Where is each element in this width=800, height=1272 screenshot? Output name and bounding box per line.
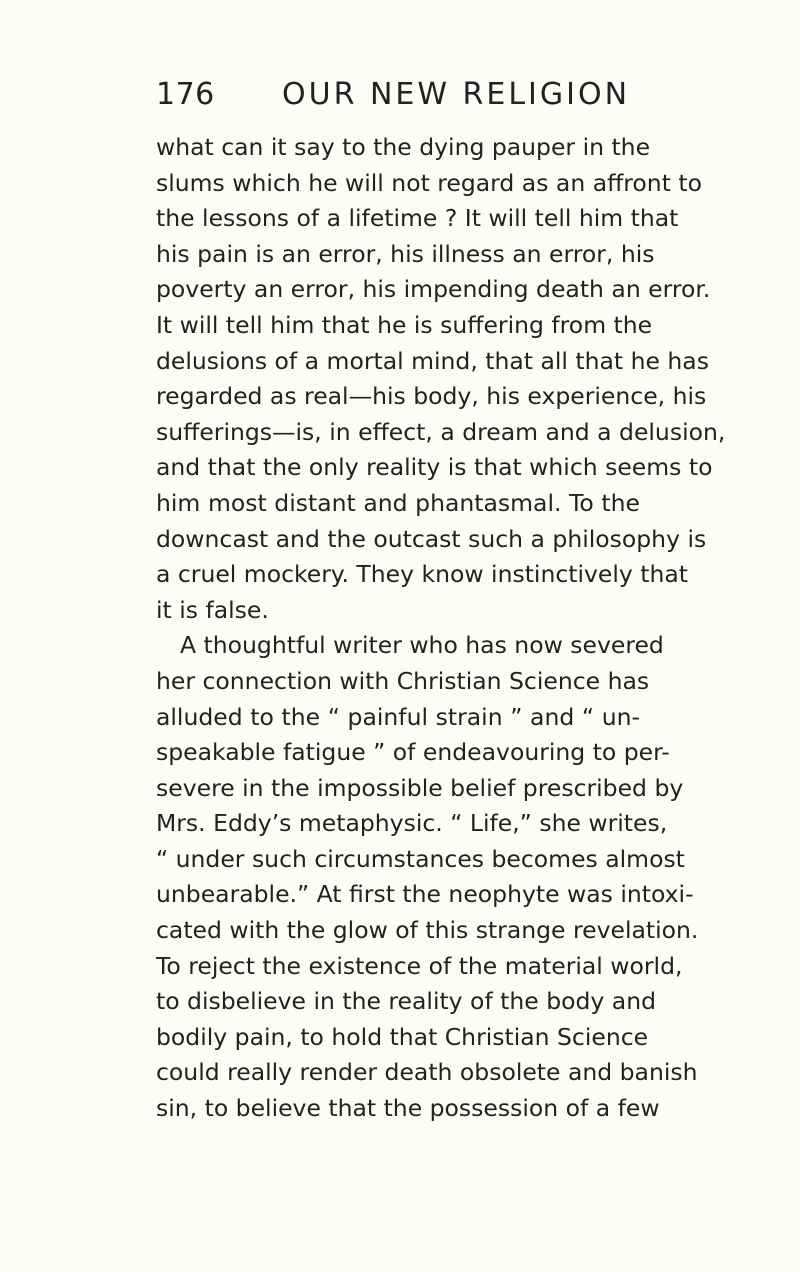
text-line: it is false. [156,595,269,624]
paragraph-1 [156,130,726,628]
text-line: bodily pain, to hold that Christian Science [156,1022,649,1051]
text-line: unbearable.” At first the neophyte was intoxi- [156,880,694,909]
text-line: her connection with Christian Science has [156,666,650,695]
text-line: alluded to the “ painful strain ” and “ un- [156,702,640,731]
text-line: sufferings—is, in effect, a dream and a delusion, [156,417,726,446]
text-line: his pain is an error, his illness an error, his [156,239,655,268]
text-line: speakable fatigue ” of endeavouring to per- [156,738,670,767]
text-line: what can it say to the dying pauper in the [156,133,651,161]
text-line: and that the only reality is that which seems to [156,453,713,482]
text-line: regarded as real—his body, his experience, his [156,382,707,411]
text-line: A thoughtful writer who has now severed [180,631,664,660]
text-line: “ under such circumstances becomes almost [156,844,685,873]
book-title: OUR NEW RELIGION [282,77,631,112]
text-line: To reject the existence of the material world, [156,951,683,980]
text-line: could really render death obsolete and banish [156,1058,698,1087]
page-number: 176 [156,77,215,112]
body-text [156,130,726,1127]
text-line: him most distant and phantasmal. To the [156,488,640,517]
text-line: sin, to believe that the possession of a few [156,1094,660,1123]
paragraph-2 [156,628,699,1126]
text-line: delusions of a mortal mind, that all that he has [156,346,709,375]
text-line: Mrs. Eddy’s metaphysic. “ Life,” she writes, [156,809,668,838]
text-line: poverty an error, his impending death an error. [156,275,711,304]
text-line: severe in the impossible belief prescribed by [156,773,684,802]
text-line: to disbelieve in the reality of the body and [156,987,657,1016]
text-line: downcast and the outcast such a philosophy is [156,524,707,553]
text-line: It will tell him that he is suffering from the [156,310,653,339]
text-line: the lessons of a lifetime ? It will tell him that [156,204,679,233]
text-line: a cruel mockery. They know instinctively that [156,560,688,589]
text-line: slums which he will not regard as an affront to [156,168,702,197]
running-head [156,75,640,115]
text-line: cated with the glow of this strange revelation. [156,916,699,945]
